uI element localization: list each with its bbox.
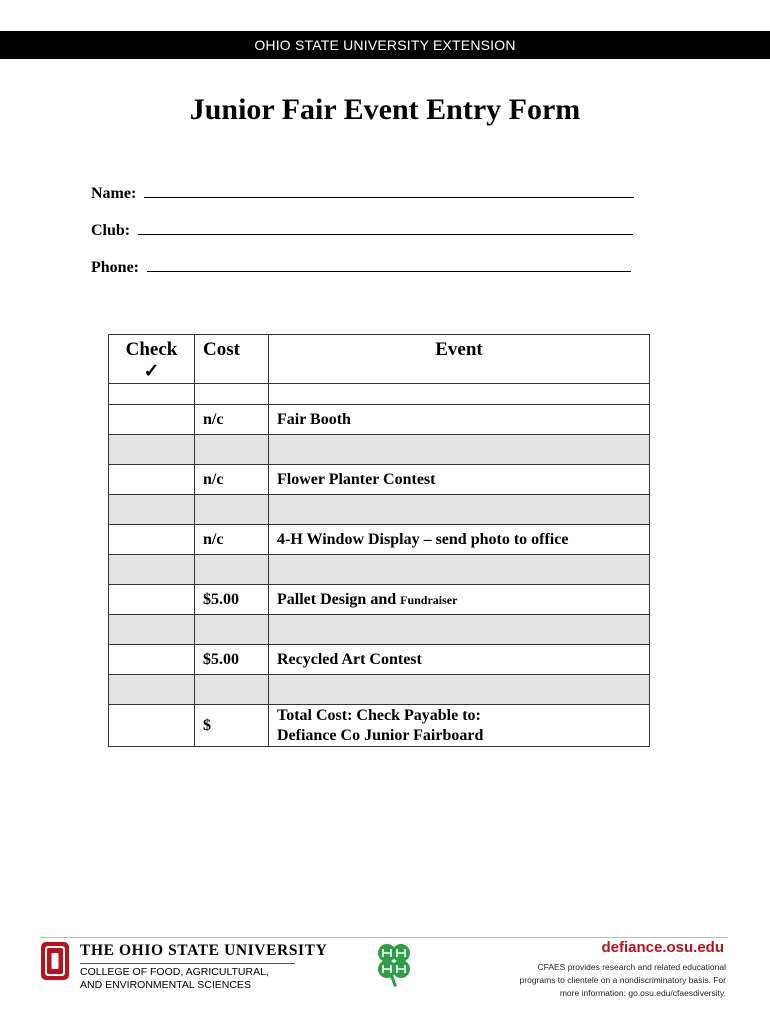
total-line-2: Defiance Co Junior Fairboard (277, 726, 484, 744)
cfaes-line-1: CFAES provides research and related educational (537, 962, 726, 972)
check-header-label: Check (125, 339, 178, 360)
event-column-header: Event (269, 335, 650, 384)
event-text: Pallet Design and (277, 590, 397, 608)
table-header-row (109, 335, 650, 384)
cost-cell: $5.00 (195, 645, 269, 675)
club-field (91, 220, 633, 240)
event-cell: Fair Booth (269, 405, 650, 435)
event-text-small: Fundraiser (400, 592, 458, 607)
total-text-cell (269, 705, 650, 747)
total-cost-cell: $ (195, 705, 269, 747)
table-row (109, 555, 650, 585)
total-row (109, 705, 650, 747)
event-table (108, 334, 650, 747)
university-rule (80, 963, 295, 964)
event-cell: Recycled Art Contest (269, 645, 650, 675)
event-cell (269, 585, 650, 615)
university-name: THE OHIO STATE UNIVERSITY (80, 942, 328, 959)
table-row (109, 525, 650, 555)
table-row (109, 585, 650, 615)
check-cell[interactable] (109, 645, 195, 675)
table-row (109, 435, 650, 465)
event-cell: Flower Planter Contest (269, 465, 650, 495)
cfaes-statement (486, 961, 726, 1000)
club-label: Club: (91, 222, 131, 239)
college-line-2: AND ENVIRONMENTAL SCIENCES (80, 979, 251, 991)
phone-blank-line[interactable] (147, 257, 631, 272)
table-row (109, 384, 650, 405)
extension-banner: OHIO STATE UNIVERSITY EXTENSION (0, 31, 770, 59)
table-row (109, 615, 650, 645)
4h-clover-icon (370, 939, 418, 989)
phone-label: Phone: (91, 259, 139, 276)
club-blank-line[interactable] (138, 220, 633, 235)
table-row (109, 405, 650, 435)
cost-cell: n/c (195, 525, 269, 555)
college-line-1: COLLEGE OF FOOD, AGRICULTURAL, (80, 966, 269, 978)
phone-field (91, 257, 631, 277)
check-column-header (109, 335, 195, 384)
event-cell: 4-H Window Display – send photo to office (269, 525, 650, 555)
cost-column-header: Cost (195, 335, 269, 384)
block-o-logo-icon (40, 941, 70, 981)
total-line-1: Total Cost: Check Payable to: (277, 706, 481, 724)
check-cell[interactable] (109, 525, 195, 555)
checkmark-icon: ✓ (143, 361, 160, 382)
table-row (109, 645, 650, 675)
table-row (109, 465, 650, 495)
table-row (109, 675, 650, 705)
name-blank-line[interactable] (144, 183, 634, 198)
table-row (109, 495, 650, 525)
check-cell[interactable] (109, 405, 195, 435)
cost-cell: n/c (195, 465, 269, 495)
cost-cell: n/c (195, 405, 269, 435)
check-cell[interactable] (109, 465, 195, 495)
check-cell[interactable] (109, 705, 195, 747)
footer-divider (40, 937, 728, 938)
cfaes-line-3: more information: go.osu.edu/cfaesdiversity. (559, 988, 726, 998)
name-field (91, 183, 634, 203)
website-link[interactable]: defiance.osu.edu (601, 939, 724, 956)
cfaes-line-2: programs to clientele on a nondiscriminatory basis. For (519, 975, 726, 985)
cost-cell: $5.00 (195, 585, 269, 615)
check-cell[interactable] (109, 585, 195, 615)
page-title: Junior Fair Event Entry Form (189, 93, 581, 126)
college-name (80, 966, 269, 992)
name-label: Name: (91, 185, 137, 202)
